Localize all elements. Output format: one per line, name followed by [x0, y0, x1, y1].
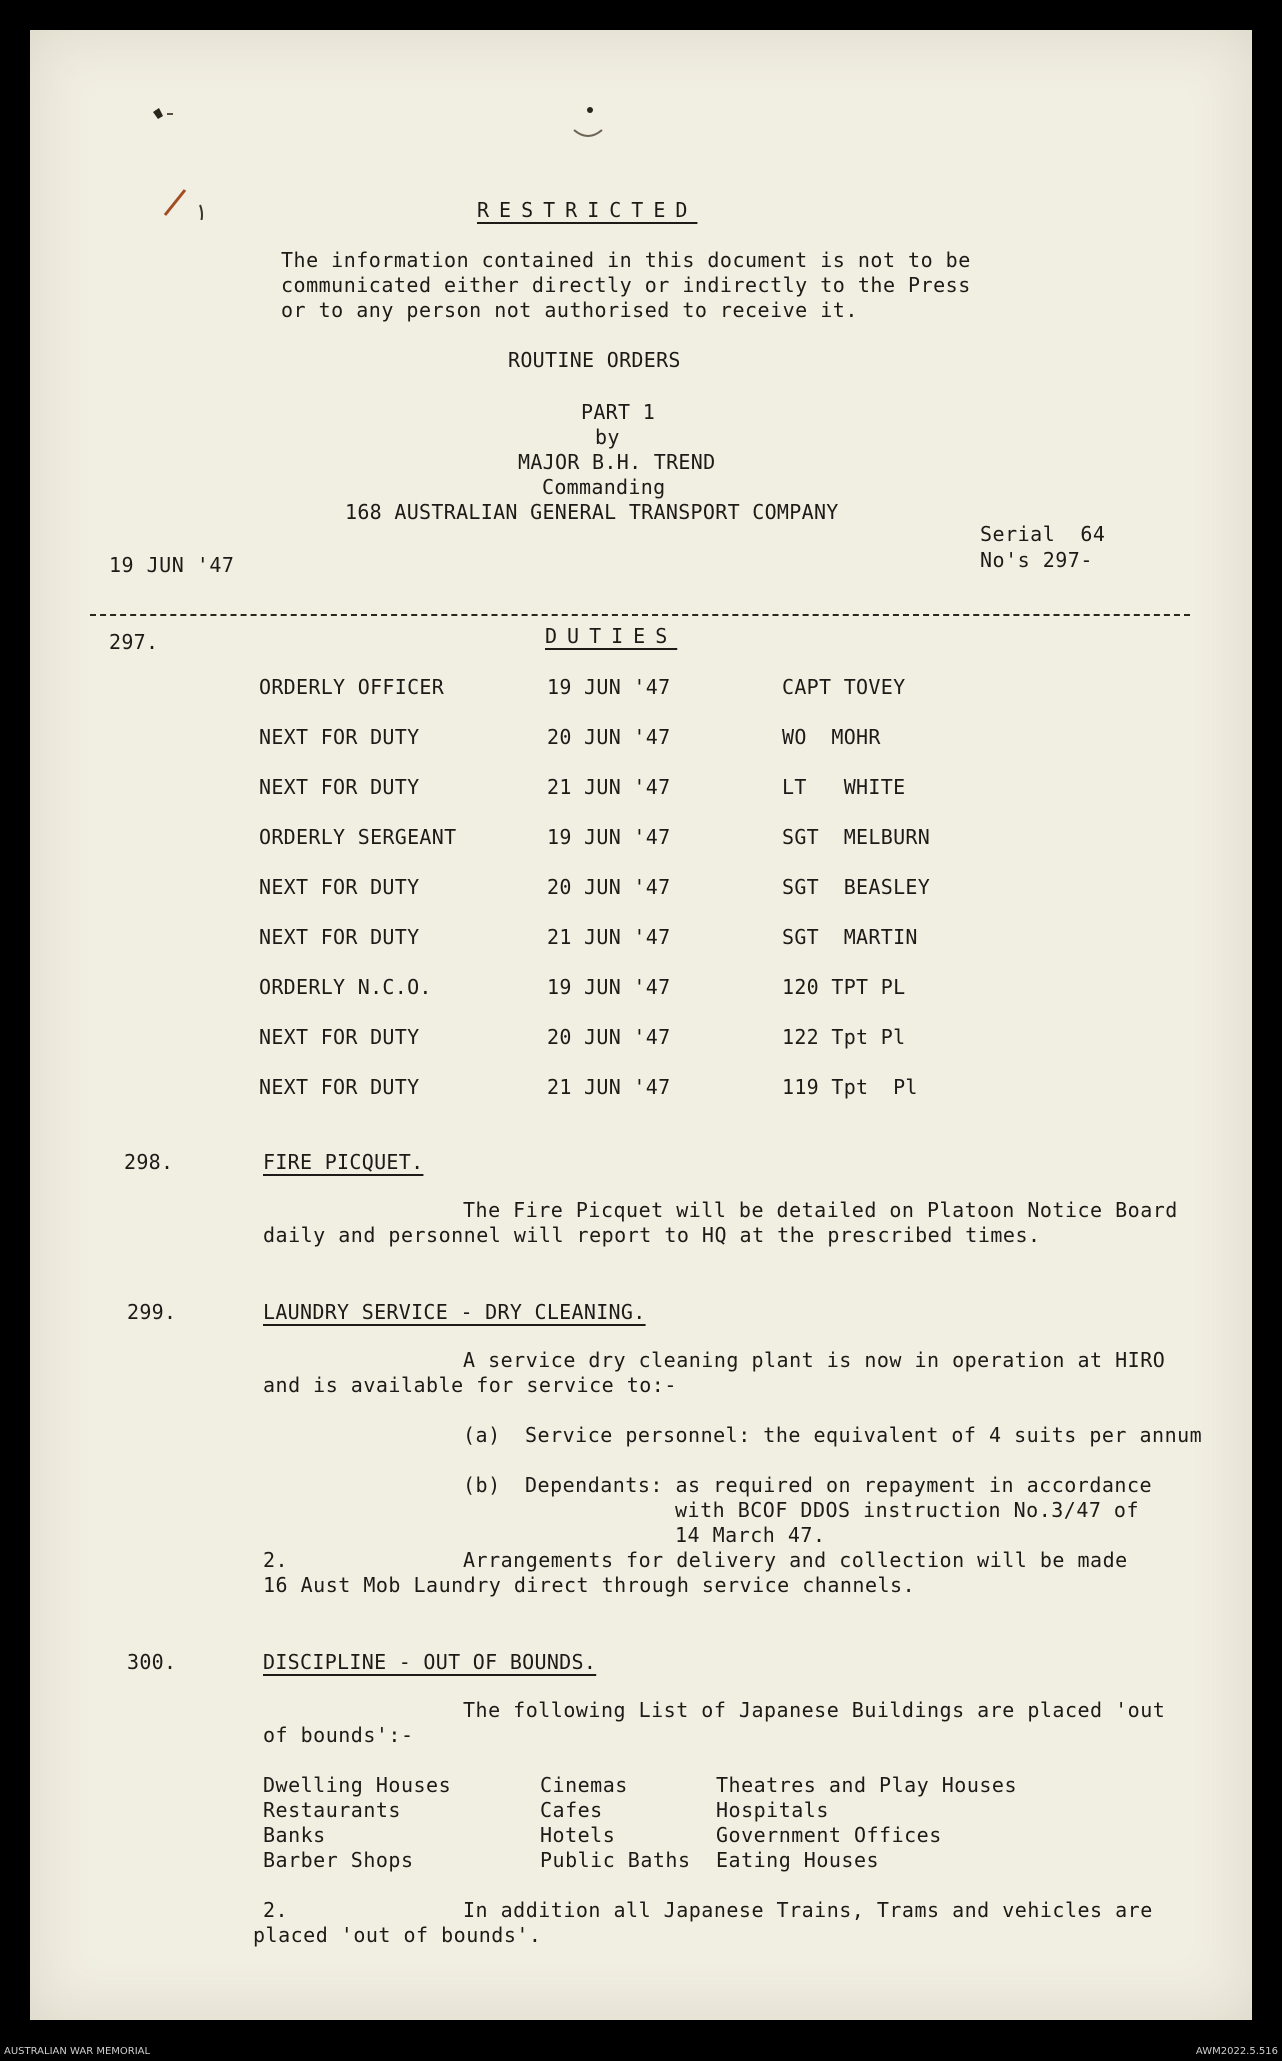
item-number-300: 300.	[127, 1650, 177, 1674]
laundry-line-2: and is available for service to:-	[263, 1373, 677, 1397]
duty-name: 119 Tpt Pl	[782, 1075, 918, 1099]
duty-date: 20 JUN '47	[547, 875, 671, 899]
duty-name: 122 Tpt Pl	[782, 1025, 906, 1049]
list-item: Government Offices	[716, 1823, 942, 1847]
list-item: Hospitals	[716, 1798, 829, 1822]
duty-role: ORDERLY SERGEANT	[259, 825, 457, 849]
discipline-heading: DISCIPLINE - OUT OF BOUNDS.	[263, 1650, 597, 1674]
duty-date: 20 JUN '47	[547, 725, 671, 749]
duty-role: NEXT FOR DUTY	[259, 1075, 420, 1099]
duty-name: SGT BEASLEY	[782, 875, 931, 899]
duty-role: ORDERLY N.C.O.	[259, 975, 432, 999]
list-item: Eating Houses	[716, 1848, 880, 1872]
notice-line-2: communicated either directly or indirectly to the Press	[281, 273, 971, 297]
fire-picquet-line-1: The Fire Picquet will be detailed on Platoon Notice Board	[463, 1198, 1178, 1222]
discipline-para-2-number: 2.	[263, 1898, 289, 1922]
list-item: Dwelling Houses	[263, 1773, 452, 1797]
separator-line	[90, 614, 1190, 616]
list-item: Hotels	[540, 1823, 616, 1847]
duty-name: SGT MARTIN	[782, 925, 918, 949]
fire-picquet-heading: FIRE PICQUET.	[263, 1150, 424, 1174]
duty-name: CAPT TOVEY	[782, 675, 906, 699]
list-item: Cafes	[540, 1798, 603, 1822]
list-item: Restaurants	[263, 1798, 401, 1822]
item-number-297: 297.	[109, 630, 159, 654]
laundry-para-2-line-1: Arrangements for delivery and collection will be made	[463, 1548, 1128, 1572]
laundry-item-b-line-1: Dependants: as required on repayment in accordance	[525, 1473, 1153, 1497]
laundry-para-2-line-2: 16 Aust Mob Laundry direct through service channels.	[263, 1573, 916, 1597]
commanding-officer: MAJOR B.H. TREND	[518, 450, 716, 474]
duty-date: 19 JUN '47	[547, 675, 671, 699]
duty-date: 21 JUN '47	[547, 775, 671, 799]
part-number: PART 1	[581, 400, 656, 424]
laundry-item-b-label: (b)	[463, 1473, 501, 1497]
fire-picquet-line-2: daily and personnel will report to HQ at the prescribed times.	[263, 1223, 1041, 1247]
list-item: Barber Shops	[263, 1848, 414, 1872]
duty-role: NEXT FOR DUTY	[259, 1025, 420, 1049]
unit-name: 168 AUSTRALIAN GENERAL TRANSPORT COMPANY	[345, 500, 839, 524]
punch-mark-icon	[562, 100, 612, 150]
duty-name: SGT MELBURN	[782, 825, 931, 849]
duty-role: NEXT FOR DUTY	[259, 725, 420, 749]
duty-date: 21 JUN '47	[547, 925, 671, 949]
list-item: Public Baths	[540, 1848, 691, 1872]
serial-number: Serial 64	[980, 522, 1106, 546]
laundry-heading: LAUNDRY SERVICE - DRY CLEANING.	[263, 1300, 646, 1324]
classification-heading: RESTRICTED	[477, 198, 698, 222]
list-item: Banks	[263, 1823, 326, 1847]
duty-date: 19 JUN '47	[547, 975, 671, 999]
list-item: Cinemas	[540, 1773, 628, 1797]
item-number-298: 298.	[124, 1150, 174, 1174]
duties-heading: DUTIES	[545, 624, 678, 648]
laundry-item-a: Service personnel: the equivalent of 4 suits per annum	[525, 1423, 1203, 1447]
order-numbers: No's 297-	[980, 548, 1093, 572]
laundry-line-1: A service dry cleaning plant is now in operation at HIRO	[463, 1348, 1166, 1372]
document-page	[30, 30, 1252, 2020]
archive-credit: AUSTRALIAN WAR MEMORIAL	[4, 2046, 151, 2057]
duty-role: NEXT FOR DUTY	[259, 775, 420, 799]
discipline-para-2-line-2: placed 'out of bounds'.	[253, 1923, 542, 1947]
discipline-para-2-line-1: In addition all Japanese Trains, Trams and vehicles are	[463, 1898, 1153, 1922]
laundry-para-2-number: 2.	[263, 1548, 289, 1572]
duty-role: NEXT FOR DUTY	[259, 875, 420, 899]
duty-date: 19 JUN '47	[547, 825, 671, 849]
order-date: 19 JUN '47	[109, 553, 235, 577]
staple-mark-icon	[125, 90, 215, 220]
discipline-line-2: of bounds':-	[263, 1723, 414, 1747]
duty-role: NEXT FOR DUTY	[259, 925, 420, 949]
laundry-item-a-label: (a)	[463, 1423, 501, 1447]
list-item: Theatres and Play Houses	[716, 1773, 1017, 1797]
archive-reference: AWM2022.5.516	[1195, 2046, 1278, 2057]
duty-name: LT WHITE	[782, 775, 906, 799]
laundry-item-b-line-2: with BCOF DDOS instruction No.3/47 of	[675, 1498, 1140, 1522]
duty-name: WO MOHR	[782, 725, 881, 749]
notice-line-1: The information contained in this document is not to be	[281, 248, 971, 272]
duty-role: ORDERLY OFFICER	[259, 675, 445, 699]
commanding-role: Commanding	[542, 475, 666, 499]
item-number-299: 299.	[127, 1300, 177, 1324]
duty-date: 20 JUN '47	[547, 1025, 671, 1049]
document-title: ROUTINE ORDERS	[508, 348, 681, 372]
discipline-line-1: The following List of Japanese Buildings are placed 'out	[463, 1698, 1166, 1722]
notice-line-3: or to any person not authorised to receive it.	[281, 298, 858, 322]
duty-name: 120 TPT PL	[782, 975, 906, 999]
laundry-item-b-line-3: 14 March 47.	[675, 1523, 826, 1547]
duty-date: 21 JUN '47	[547, 1075, 671, 1099]
by-label: by	[595, 425, 620, 449]
